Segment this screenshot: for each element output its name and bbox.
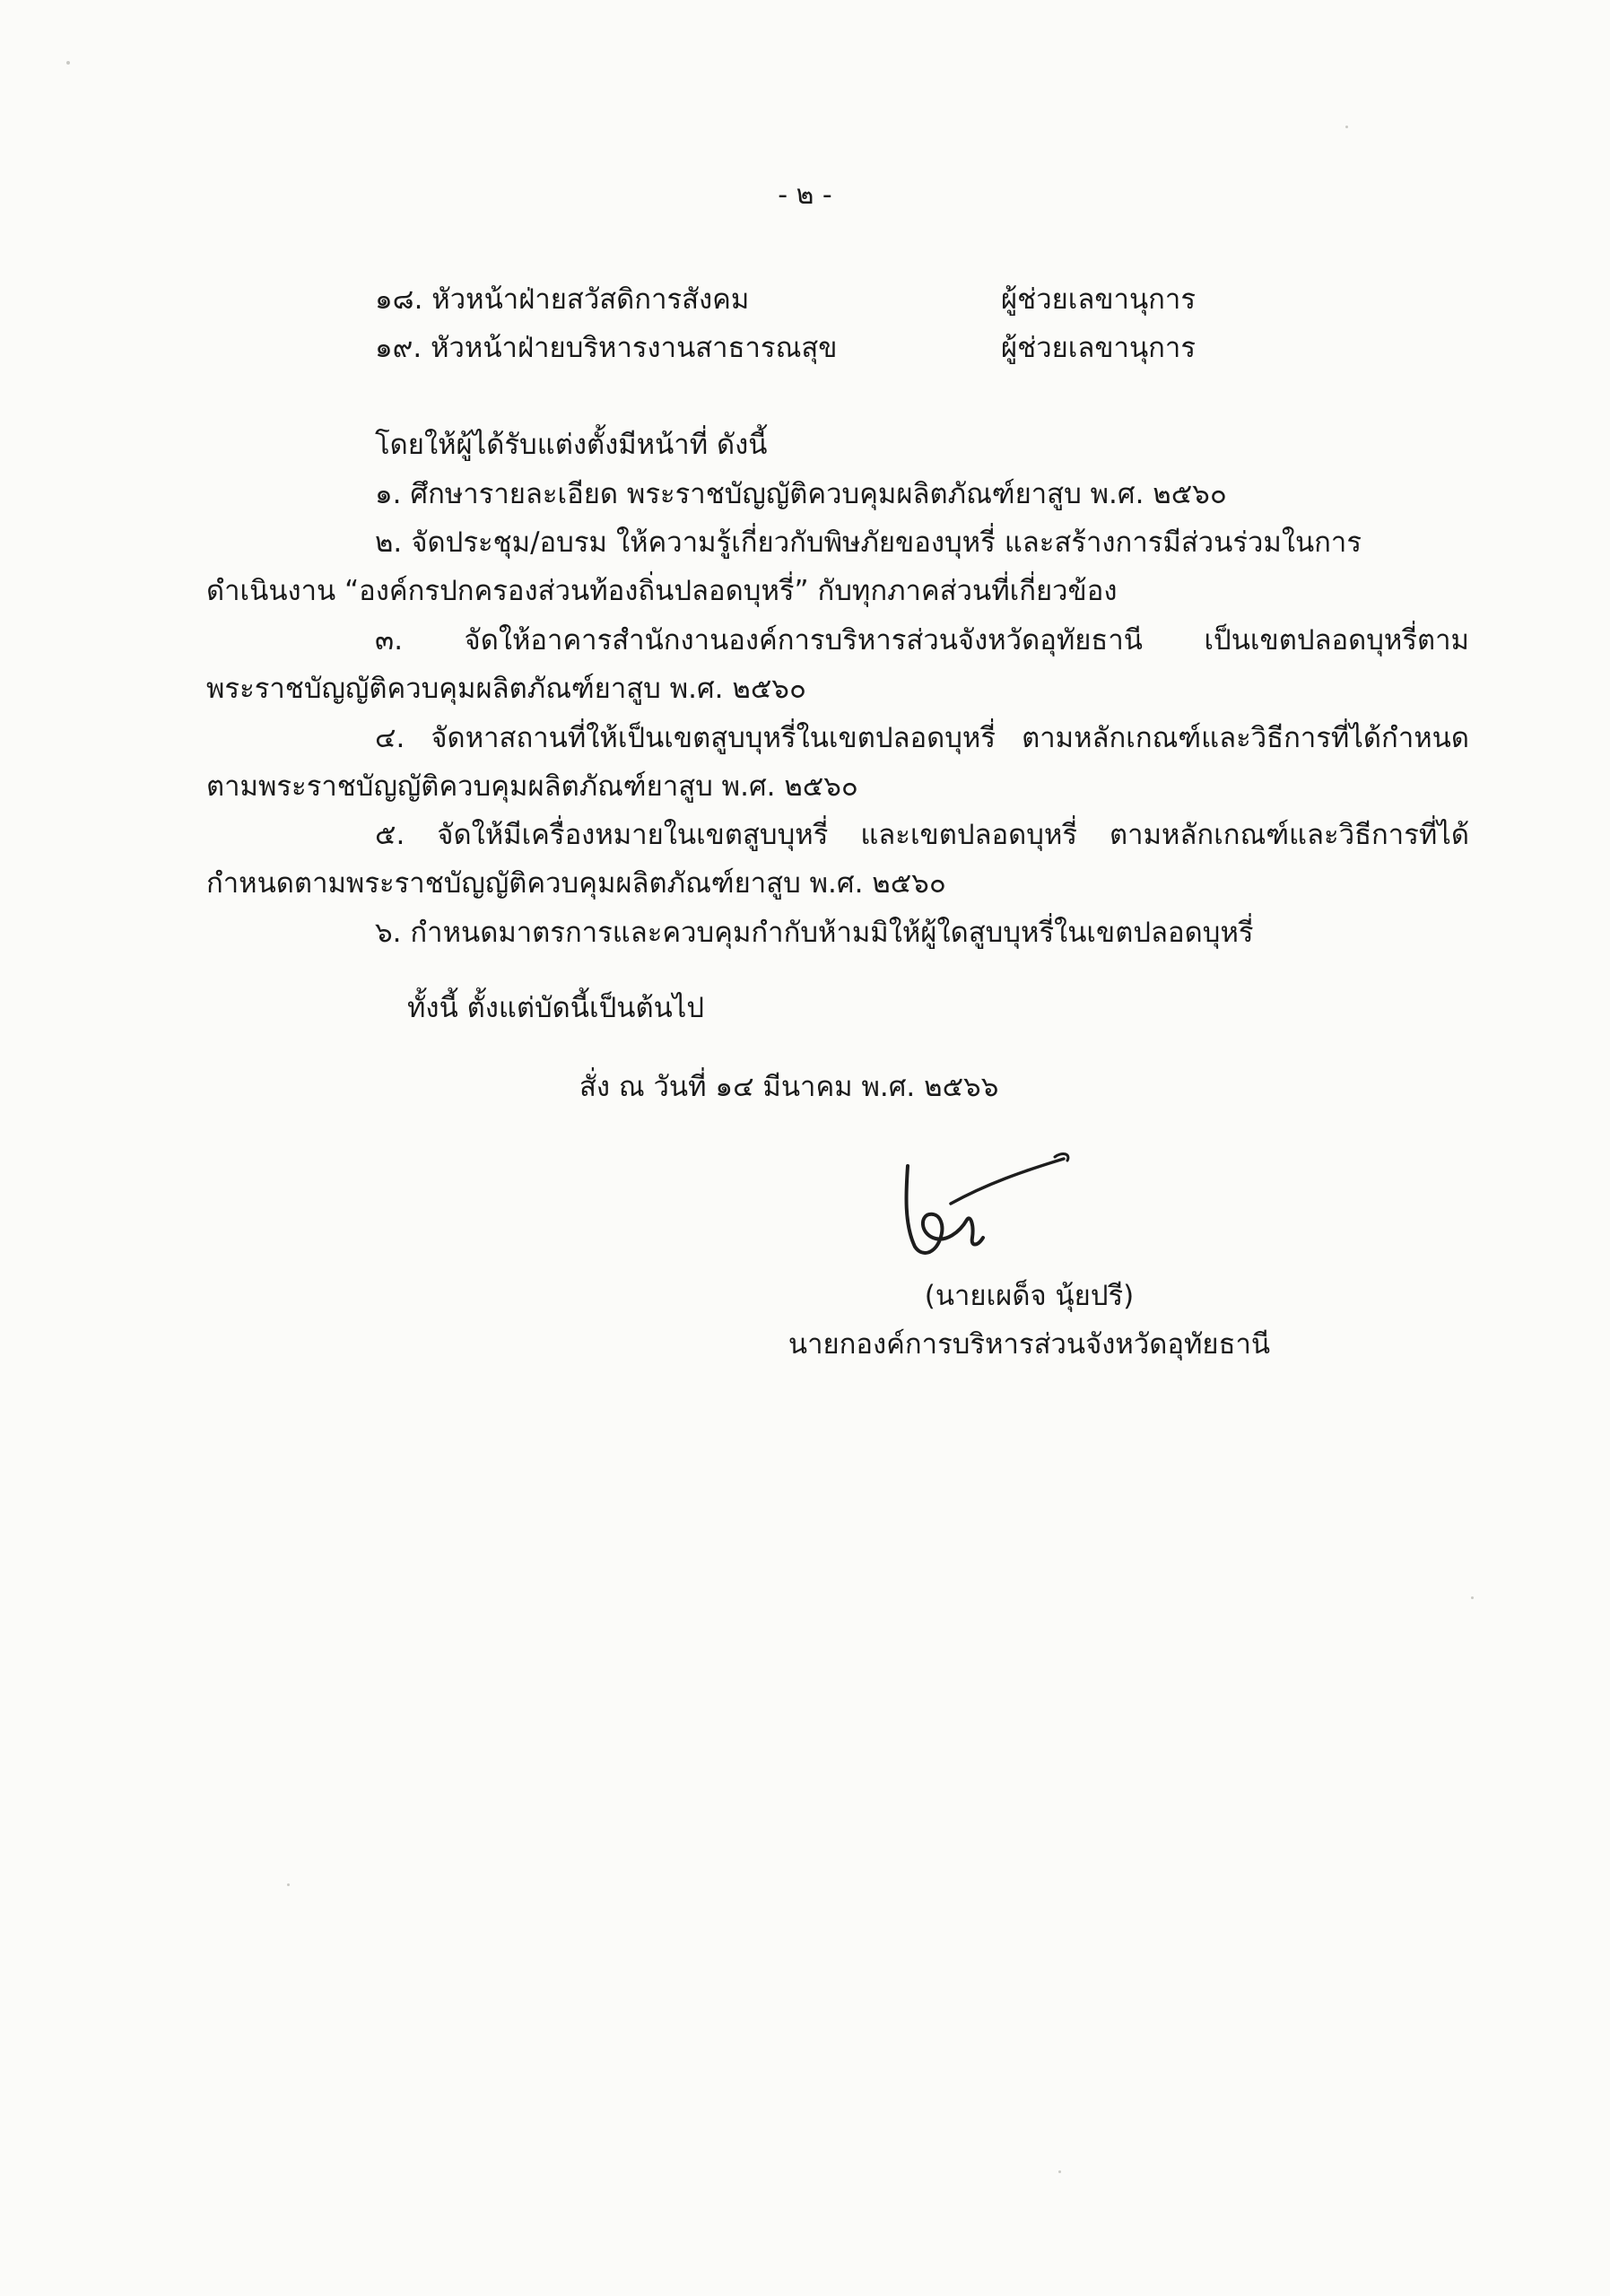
page-number: - ๒ -: [778, 179, 832, 211]
member-role: ผู้ช่วยเลขานุการ: [1001, 283, 1196, 316]
scan-speck: [1058, 2170, 1061, 2173]
scan-speck: [287, 1883, 290, 1886]
signer-position: นายกองค์การบริหารส่วนจังหวัดอุทัยธานี: [788, 1328, 1271, 1361]
duty-item: ๓. จัดให้อาคารสำนักงานองค์การบริหารส่วนจังหวัดอุทัยธานี เป็นเขตปลอดบุหรี่ตาม: [375, 624, 1469, 657]
member-name: ๑๙. หัวหน้าฝ่ายบริหารงานสาธารณสุข: [375, 332, 838, 364]
duty-item-continued: พระราชบัญญัติควบคุมผลิตภัณฑ์ยาสูบ พ.ศ. ๒๕๖๐: [206, 673, 806, 705]
effective-statement: ทั้งนี้ ตั้งแต่บัดนี้เป็นต้นไป: [407, 992, 705, 1024]
duty-item-continued: กำหนดตามพระราชบัญญัติควบคุมผลิตภัณฑ์ยาสูบ พ.ศ. ๒๕๖๐: [206, 867, 946, 900]
duties-intro: โดยให้ผู้ได้รับแต่งตั้งมีหน้าที่ ดังนี้: [375, 429, 768, 461]
member-name: ๑๘. หัวหน้าฝ่ายสวัสดิการสังคม: [375, 283, 750, 316]
duty-item: ๖. กำหนดมาตรการและควบคุมกำกับห้ามมิให้ผู้ใดสูบบุหรี่ในเขตปลอดบุหรี่: [375, 917, 1254, 949]
scan-speck: [1345, 126, 1348, 128]
duty-item: ๑. ศึกษารายละเอียด พระราชบัญญัติควบคุมผลิตภัณฑ์ยาสูบ พ.ศ. ๒๕๖๐: [375, 478, 1227, 510]
scan-speck: [66, 61, 70, 65]
duty-item: ๕. จัดให้มีเครื่องหมายในเขตสูบบุหรี่ และเขตปลอดบุหรี่ ตามหลักเกณฑ์และวิธีการที่ได้: [375, 819, 1469, 851]
signer-name: (นายเผด็จ นุ้ยปรี): [924, 1280, 1135, 1312]
duty-item-continued: ดำเนินงาน “องค์กรปกครองส่วนท้องถิ่นปลอดบุหรี่” กับทุกภาคส่วนที่เกี่ยวข้อง: [206, 575, 1118, 607]
signature-mark: [888, 1139, 1076, 1274]
duty-item: ๔. จัดหาสถานที่ให้เป็นเขตสูบบุหรี่ในเขตปลอดบุหรี่ ตามหลักเกณฑ์และวิธีการที่ได้กำหนด: [375, 722, 1469, 754]
order-date: สั่ง ณ วันที่ ๑๔ มีนาคม พ.ศ. ๒๕๖๖: [579, 1071, 999, 1103]
scan-speck: [1471, 1596, 1474, 1599]
duty-item: ๒. จัดประชุม/อบรม ให้ความรู้เกี่ยวกับพิษภัยของบุหรี่ และสร้างการมีส่วนร่วมในการ: [375, 526, 1362, 559]
member-role: ผู้ช่วยเลขานุการ: [1001, 332, 1196, 364]
duty-item-continued: ตามพระราชบัญญัติควบคุมผลิตภัณฑ์ยาสูบ พ.ศ. ๒๕๖๐: [206, 770, 858, 803]
